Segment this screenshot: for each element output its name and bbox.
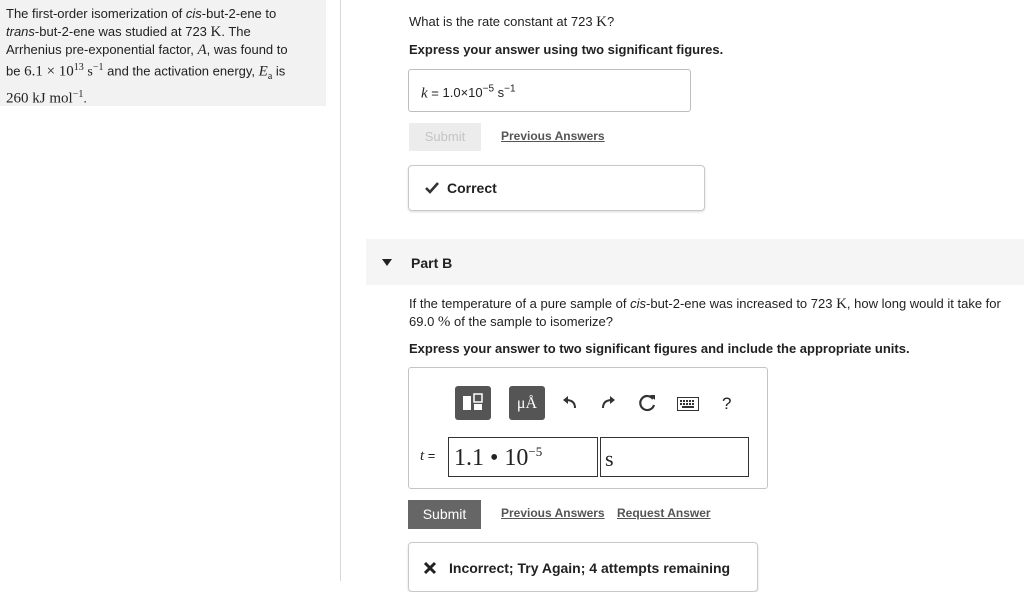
value-input[interactable]: 1.1 • $10^{-5}$ bbox=[448, 437, 598, 477]
partA-feedback-correct: Correct bbox=[408, 165, 705, 211]
unit-input[interactable]: s bbox=[600, 437, 749, 477]
undo-icon[interactable] bbox=[561, 394, 579, 412]
x-mark-icon bbox=[423, 561, 437, 575]
collapse-triangle-icon[interactable] bbox=[382, 259, 392, 266]
partA-answer-box: $k = 1.0\times 10^{-5}$ $s^{-1}$ bbox=[408, 69, 691, 112]
intro-line-4: be $6.1 \times 10^{13}$ $s^{-1}$ and the activation energy, $E_a$ is bbox=[6, 62, 286, 82]
partB-answer-label: t = bbox=[420, 448, 436, 464]
partB-question: If the temperature of a pure sample of cis-but-2-ene was increased to 723 K, how long would it take for 69.0 % of the sample to isomerize? bbox=[409, 296, 1001, 330]
intro-line-1: The first-order isomerization of cis-but-2-ene to bbox=[6, 6, 277, 21]
partB-submit-button[interactable]: Submit bbox=[408, 500, 481, 529]
keyboard-icon[interactable] bbox=[677, 397, 699, 411]
templates-icon bbox=[455, 386, 491, 420]
partA-instruction: Express your answer using two significant figures. bbox=[409, 42, 724, 57]
partB-previous-answers-link[interactable]: Previous Answers bbox=[501, 506, 605, 520]
units-button[interactable]: μÅ bbox=[509, 386, 545, 420]
checkmark-icon bbox=[425, 182, 439, 194]
problem-statement bbox=[0, 0, 326, 106]
partA-previous-answers-link[interactable]: Previous Answers bbox=[501, 129, 605, 143]
partB-instruction: Express your answer to two significant figures and include the appropriate units. bbox=[409, 341, 910, 356]
partB-header[interactable] bbox=[366, 239, 1024, 285]
partB-title: Part B bbox=[411, 255, 453, 271]
partA-answer-value: $1.0\times 10^{-5}$ $s^{-1}$ bbox=[442, 84, 516, 101]
partB-feedback-incorrect: Incorrect; Try Again; 4 attempts remaining bbox=[408, 542, 758, 592]
reset-icon[interactable] bbox=[638, 393, 658, 413]
partA-submit-button[interactable]: Submit bbox=[409, 123, 481, 151]
intro-line-3: Arrhenius pre-exponential factor, A, was found to bbox=[6, 42, 288, 58]
help-button[interactable]: ? bbox=[722, 394, 732, 413]
intro-line-2: trans-but-2-ene was studied at 723 K. The bbox=[6, 24, 251, 40]
templates-button[interactable] bbox=[455, 386, 491, 420]
redo-icon[interactable] bbox=[599, 394, 617, 412]
request-answer-link[interactable]: Request Answer bbox=[617, 506, 711, 520]
intro-line-5: 260 kJ mol$^{-1}$. bbox=[6, 88, 87, 107]
answer-variable: k bbox=[421, 85, 428, 102]
panel-divider bbox=[340, 0, 341, 581]
partA-question: What is the rate constant at 723 K? bbox=[409, 14, 615, 30]
